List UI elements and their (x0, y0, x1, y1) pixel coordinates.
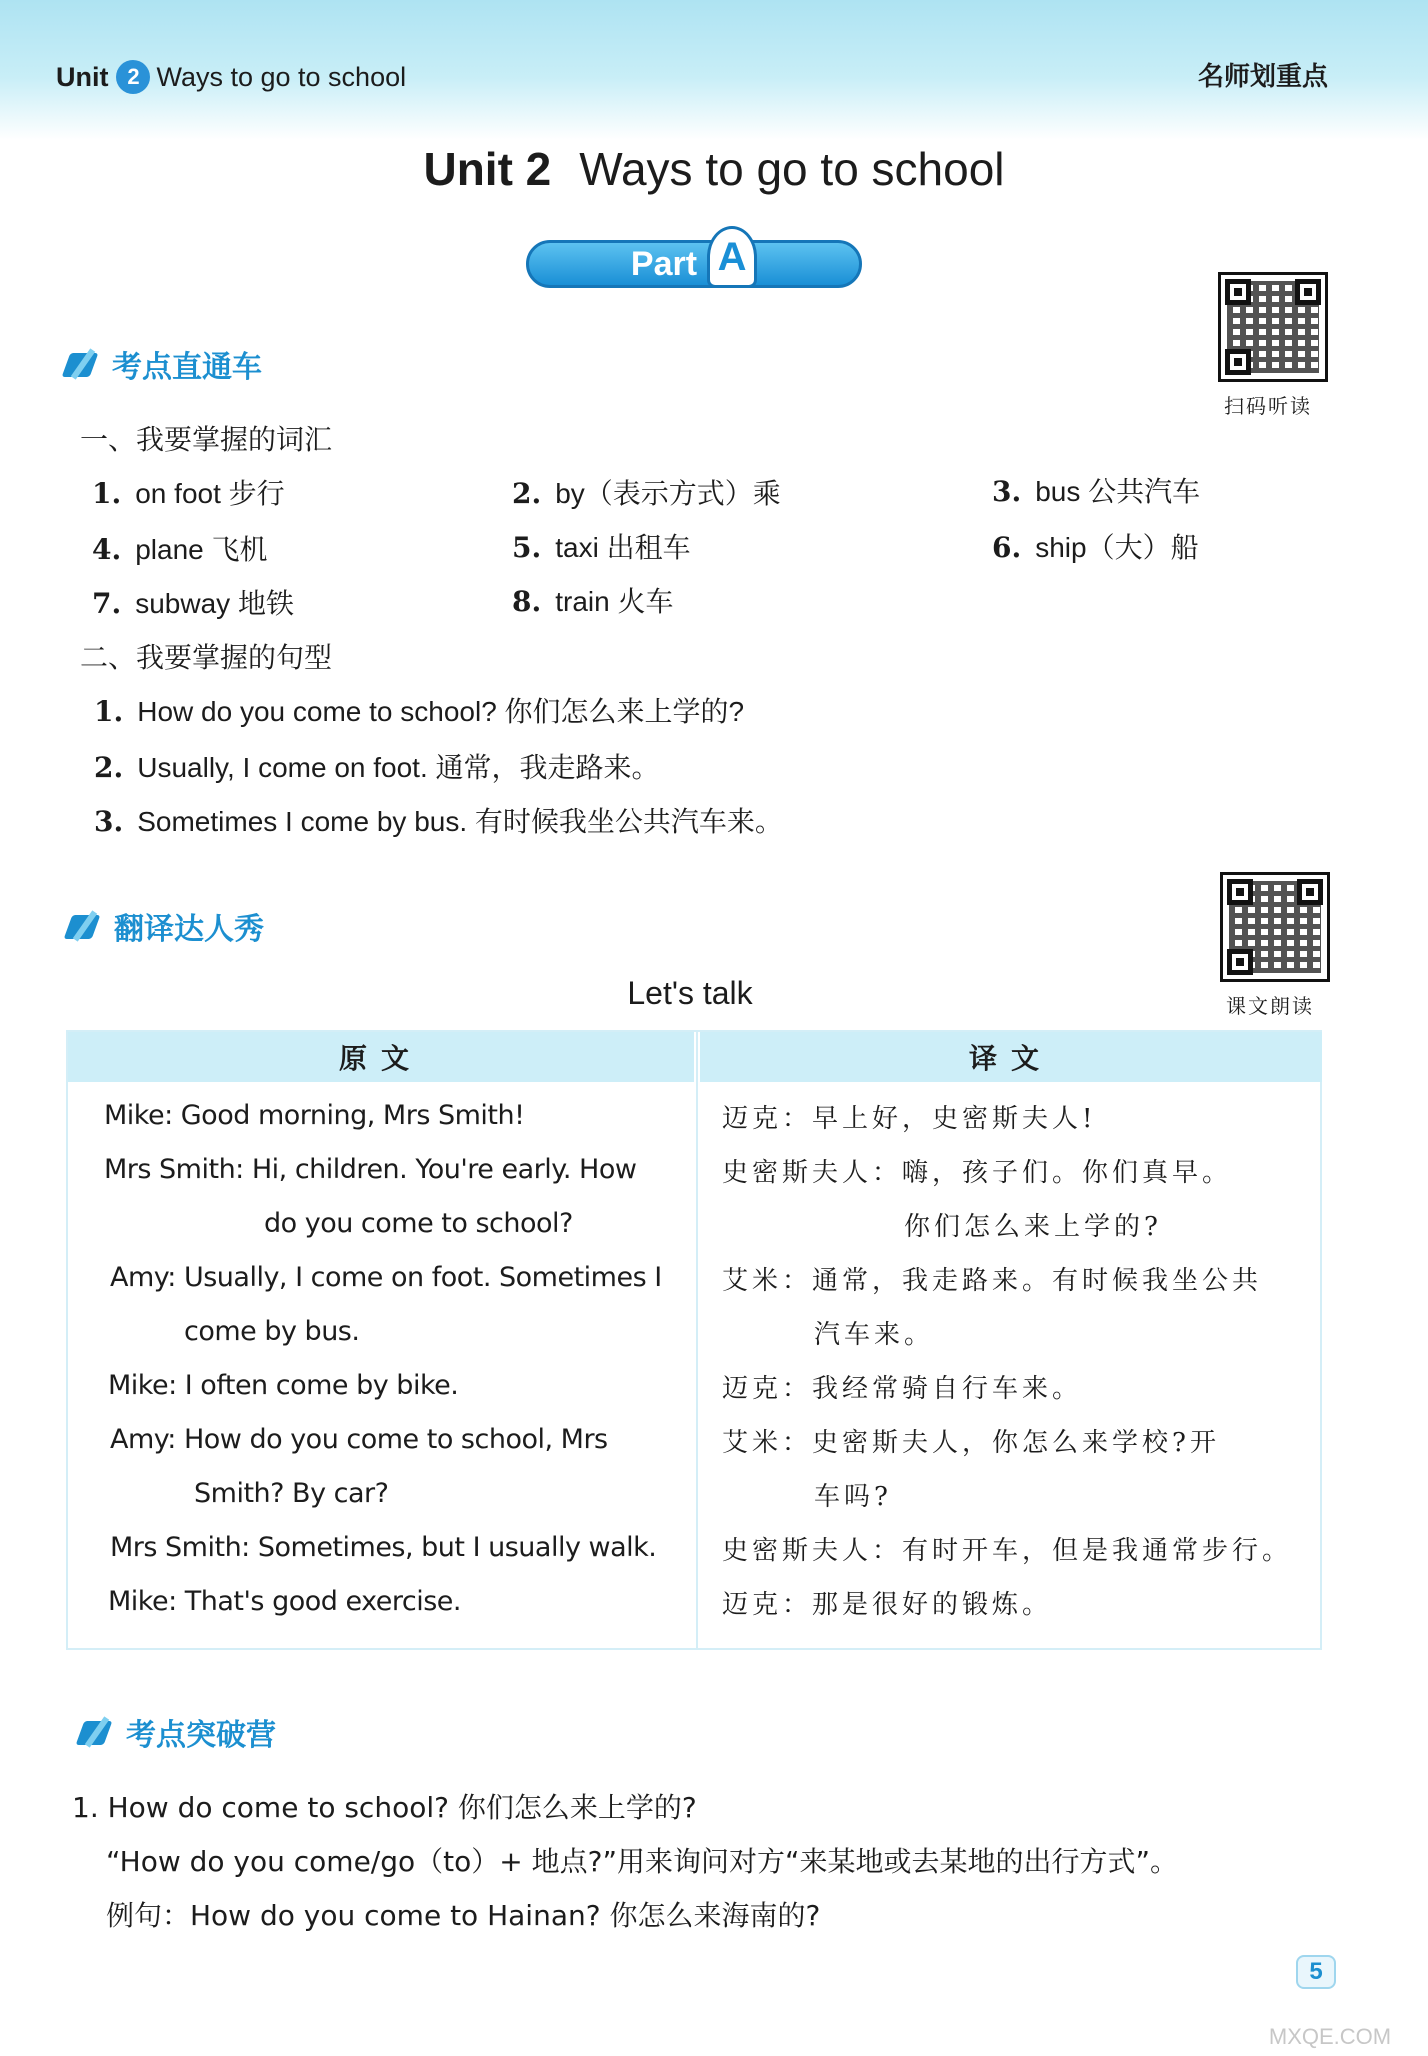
pencil-book-icon (68, 909, 106, 943)
chinese-line: 车吗? (814, 1482, 892, 1512)
english-line: Amy: How do you come to school, Mrs (110, 1424, 608, 1455)
vocab-item: 8. train 火车 (512, 585, 674, 618)
vocab-item: 7. subway 地铁 (92, 587, 294, 620)
sentence-item: 2. Usually, I come on foot. 通常，我走路来。 (94, 751, 660, 784)
vocab-item: 3. bus 公共汽车 (992, 475, 1201, 508)
column-header-translation: 译文 (700, 1032, 1322, 1082)
english-line: come by bus. (184, 1316, 360, 1347)
column-header-original: 原文 (68, 1032, 694, 1082)
header-right-label: 名师划重点 (1197, 62, 1328, 92)
explanation-line: “How do you come/go（to）+ 地点?”用来询问对方“来某地或去某地的出行方式”。 (106, 1845, 1179, 1878)
unit-number-badge: 2 (116, 60, 150, 94)
part-label: Part (630, 244, 698, 283)
english-line: Mike: Good morning, Mrs Smith! (104, 1100, 525, 1131)
vocab-item: 1. on foot 步行 (92, 477, 285, 510)
english-line: Mrs Smith: Hi, children. You're early. How (104, 1154, 637, 1185)
section-heading-key-points (66, 342, 262, 386)
english-line: Mike: I often come by bike. (108, 1370, 459, 1401)
pencil-book-icon (80, 1715, 118, 1749)
chinese-line: 史密斯夫人：嗨，孩子们。你们真早。 (722, 1158, 1233, 1188)
section-heading-translation (68, 904, 264, 948)
english-line: Amy: Usually, I come on foot. Sometimes I (110, 1262, 662, 1293)
page-title (0, 142, 1428, 196)
chinese-line: 迈克：早上好，史密斯夫人! (722, 1104, 1097, 1134)
chinese-line: 史密斯夫人：有时开车，但是我通常步行。 (722, 1536, 1293, 1566)
vocab-item: 4. plane 飞机 (92, 533, 268, 566)
explanation-line: 例句：How do you come to Hainan? 你怎么来海南的? (106, 1899, 821, 1932)
pencil-book-icon (66, 347, 104, 381)
running-header-title: Ways to go to school (156, 61, 407, 92)
chinese-line: 艾米：通常，我走路来。有时候我坐公共 (722, 1266, 1263, 1296)
sentence-heading: 二、我要掌握的句型 (80, 641, 333, 674)
sentence-item: 3. Sometimes I come by bus. 有时候我坐公共汽车来。 (94, 805, 783, 838)
english-line: Mrs Smith: Sometimes, but I usually walk. (110, 1532, 657, 1563)
english-line: Smith? By car? (194, 1478, 389, 1509)
english-line: do you come to school? (264, 1208, 573, 1239)
qr-code-read-text[interactable] (1220, 872, 1330, 982)
page-number: 5 (1296, 1955, 1336, 1989)
explanation-line: 1. How do come to school? 你们怎么来上学的? (72, 1791, 697, 1824)
section-heading-breakthrough (80, 1710, 276, 1754)
talk-title: Let's talk (627, 975, 753, 1011)
watermark: MXQE.COM (1268, 2024, 1392, 2049)
chinese-line: 汽车来。 (814, 1320, 935, 1350)
vocab-item: 2. by（表示方式）乘 (512, 477, 781, 510)
chinese-line: 你们怎么来上学的? (904, 1212, 1162, 1242)
vocab-heading: 一、我要掌握的词汇 (80, 423, 333, 456)
section-heading-text: 翻译达人秀 (114, 912, 264, 947)
chinese-line: 迈克：我经常骑自行车来。 (722, 1374, 1083, 1404)
qr-caption-read-text: 课文朗读 (1226, 994, 1314, 1018)
qr-code-listen[interactable] (1218, 272, 1328, 382)
running-header-unit: Unit (56, 61, 109, 92)
vocab-item: 6. ship（大）船 (992, 531, 1199, 564)
running-header (56, 60, 406, 94)
page-title-unit: Unit 2 (423, 143, 552, 195)
section-heading-text: 考点突破营 (126, 1718, 276, 1753)
english-line: Mike: That's good exercise. (108, 1586, 461, 1617)
dialogue-table (66, 1030, 1322, 1650)
part-letter: A (707, 226, 757, 288)
chinese-line: 艾米：史密斯夫人，你怎么来学校?开 (722, 1428, 1220, 1458)
part-badge (526, 234, 862, 288)
column-divider (696, 1032, 698, 1648)
section-heading-text: 考点直通车 (112, 350, 262, 385)
vocab-item: 5. taxi 出租车 (512, 531, 691, 564)
sentence-item: 1. How do you come to school? 你们怎么来上学的? (94, 695, 745, 728)
qr-caption-listen: 扫码听读 (1224, 394, 1312, 418)
page-title-name: Ways to go to school (579, 143, 1005, 195)
chinese-line: 迈克：那是很好的锻炼。 (722, 1590, 1053, 1620)
